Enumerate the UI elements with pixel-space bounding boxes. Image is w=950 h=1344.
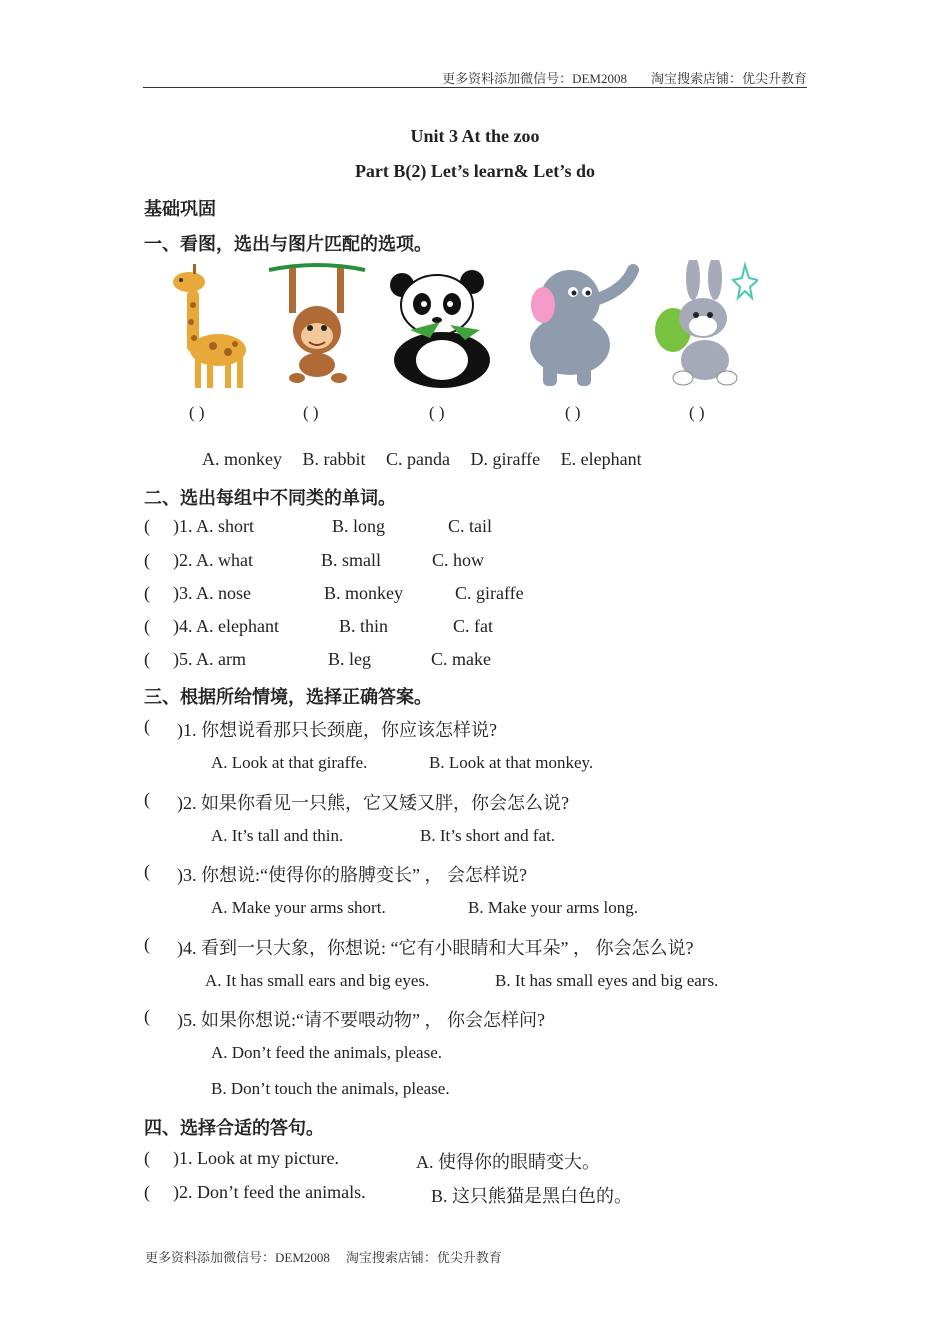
s2-item-4: ( )4. A. elephant B. thin C. fat xyxy=(144,616,493,636)
panda-image xyxy=(380,260,505,390)
picture-bracket-3[interactable]: ( ) xyxy=(429,403,445,422)
answer-paren[interactable]: ( xyxy=(144,1182,150,1202)
option-e: E. elephant xyxy=(560,449,642,469)
answer-paren[interactable]: ( xyxy=(144,934,150,954)
option-d: D. giraffe xyxy=(470,449,541,469)
section1-heading: 一、看图，选出与图片匹配的选项。 xyxy=(144,234,432,254)
part-title: Part B(2) Let’s learn& Let’s do xyxy=(354,161,596,181)
s2-item-2: ( )2. A. what B. small C. how xyxy=(144,550,485,570)
option-b: B. rabbit xyxy=(302,449,366,469)
answer-paren[interactable]: ( xyxy=(144,861,150,881)
section-basic: 基础巩固 xyxy=(144,199,216,219)
s3-question-3: ( )3. 你想说:“使得你的胳膊变长” ， 会怎样说? xyxy=(144,861,527,885)
s2-item-1: ( )1. A. short B. long C. tail xyxy=(144,516,492,536)
picture-bracket-4[interactable]: ( ) xyxy=(565,403,581,422)
answer-paren[interactable]: ( xyxy=(144,616,150,636)
s3-question-2: ( )2. 如果你看见一只熊，它又矮又胖，你会怎么说? xyxy=(144,789,569,813)
s3-options-4: A. It has small ears and big eyes. B. It has small eyes and big ears. xyxy=(205,971,719,990)
picture-bracket-2[interactable]: ( ) xyxy=(303,403,319,422)
picture-bracket-1[interactable]: ( ) xyxy=(189,403,205,422)
footer-wechat: 更多资料添加微信号：DEM2008 xyxy=(145,1250,330,1265)
answer-paren[interactable]: ( xyxy=(144,789,150,809)
answer-paren[interactable]: ( xyxy=(144,1006,150,1026)
giraffe-image xyxy=(173,260,253,395)
s3-option-5a: A. Don’t feed the animals, please. xyxy=(211,1043,443,1062)
s2-item-3: ( )3. A. nose B. monkey C. giraffe xyxy=(144,583,524,603)
footer-shop: 淘宝搜索店铺：优尖升教育 xyxy=(345,1250,502,1265)
section2-heading: 二、选出每组中不同类的单词。 xyxy=(144,488,396,508)
header-shop: 淘宝搜索店铺：优尖升教育 xyxy=(650,71,807,86)
page-footer xyxy=(145,1247,518,1266)
option-c: C. panda xyxy=(386,449,450,469)
answer-paren[interactable]: ( xyxy=(144,1148,150,1168)
section3-heading: 三、根据所给情境，选择正确答案。 xyxy=(144,687,432,707)
unit-title: Unit 3 At the zoo xyxy=(410,126,540,146)
answer-paren[interactable]: ( xyxy=(144,716,150,736)
answer-paren[interactable]: ( xyxy=(144,550,150,570)
s3-options-1: A. Look at that giraffe. B. Look at that monkey. xyxy=(211,753,594,772)
s3-options-3: A. Make your arms short. B. Make your arms long. xyxy=(211,898,638,917)
page-header xyxy=(143,68,807,88)
s2-item-5: ( )5. A. arm B. leg C. make xyxy=(144,649,491,669)
answer-paren[interactable]: ( xyxy=(144,583,150,603)
s3-question-1: ( )1. 你想说看那只长颈鹿，你应该怎样说? xyxy=(144,716,497,740)
s3-option-5b: B. Don’t touch the animals, please. xyxy=(211,1079,450,1098)
s4-item-1: ( )1. Look at my picture. A. 使得你的眼睛变大。 xyxy=(144,1148,600,1172)
answer-paren[interactable]: ( xyxy=(144,516,150,536)
option-a: A. monkey xyxy=(202,449,282,469)
s4-item-2: ( )2. Don’t feed the animals. B. 这只熊猫是黑白色的。 xyxy=(144,1182,633,1206)
elephant-image xyxy=(515,260,640,390)
s3-options-2: A. It’s tall and thin. B. It’s short and fat. xyxy=(211,826,556,845)
answer-paren[interactable]: ( xyxy=(144,649,150,669)
animal-pictures xyxy=(165,260,765,430)
picture-bracket-5[interactable]: ( ) xyxy=(689,403,705,422)
monkey-image xyxy=(267,260,367,390)
rabbit-image xyxy=(653,260,758,390)
s3-question-5: ( )5. 如果你想说:“请不要喂动物” ， 你会怎样问? xyxy=(144,1006,545,1030)
header-wechat: 更多资料添加微信号：DEM2008 xyxy=(442,71,627,86)
section4-heading: 四、选择合适的答句。 xyxy=(144,1118,324,1138)
s3-question-4: ( )4. 看到一只大象，你想说: “它有小眼睛和大耳朵” ， 你会怎么说? xyxy=(144,934,694,958)
picture-options xyxy=(202,449,658,470)
